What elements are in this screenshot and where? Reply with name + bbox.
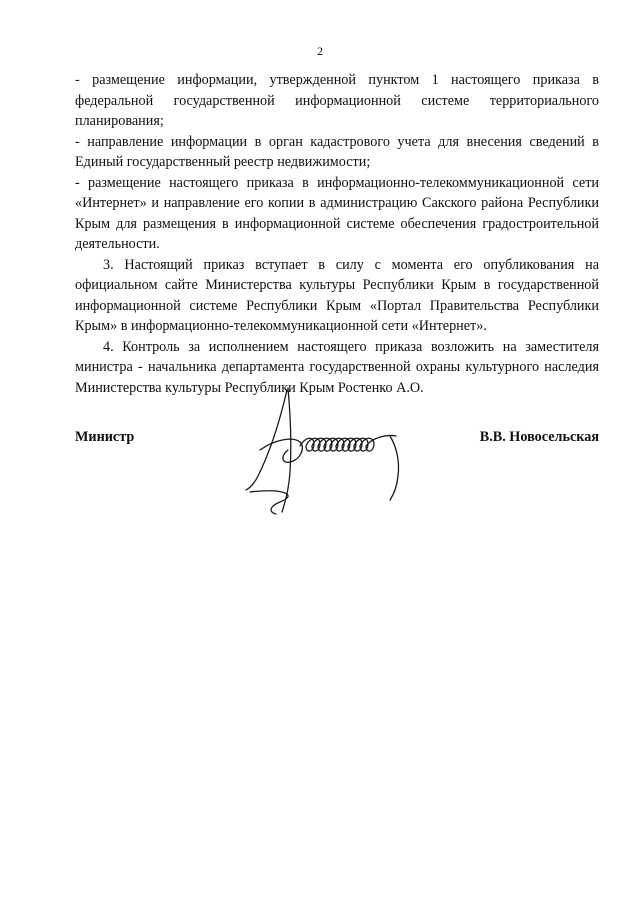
list-item-cadastral: - направление информации в орган кадастрового учета для внесения сведений в Единый государственный реестр недвижимости; bbox=[75, 133, 599, 170]
signer-name: В.В. Новосельская bbox=[479, 429, 599, 445]
clause-3-effective-date: 3. Настоящий приказ вступает в силу с момента его опубликования на официальном сайте Министерства культуры Республики Крым в государственной информационной системе Республики Крым «Портал Правительства Республики Крым» в информационно-телекоммуникационной сети «Интернет». bbox=[75, 256, 599, 334]
list-item-publish-fgis: - размещение информации, утвержденной пунктом 1 настоящего приказа в федеральной государственной информационной системе территориального планирования; bbox=[75, 72, 599, 129]
page-number: 2 bbox=[317, 44, 323, 58]
signer-title: Министр bbox=[75, 429, 135, 445]
handwritten-signature bbox=[240, 380, 470, 520]
list-item-internet-publication: - размещение настоящего приказа в информационно-телекоммуникационной сети «Интернет» и направление его копии в администрацию Сакского района Республики Крым для размещения в информационной системе обеспечения градостроительной деятельности. bbox=[75, 174, 599, 252]
document-body bbox=[75, 70, 599, 398]
clause-4-control: 4. Контроль за исполнением настоящего приказа возложить на заместителя министра - начальника департамента государственной охраны культурного наследия Министерства культуры Республики Крым Ростенко А.О. bbox=[75, 338, 599, 396]
signature-block bbox=[75, 425, 599, 525]
